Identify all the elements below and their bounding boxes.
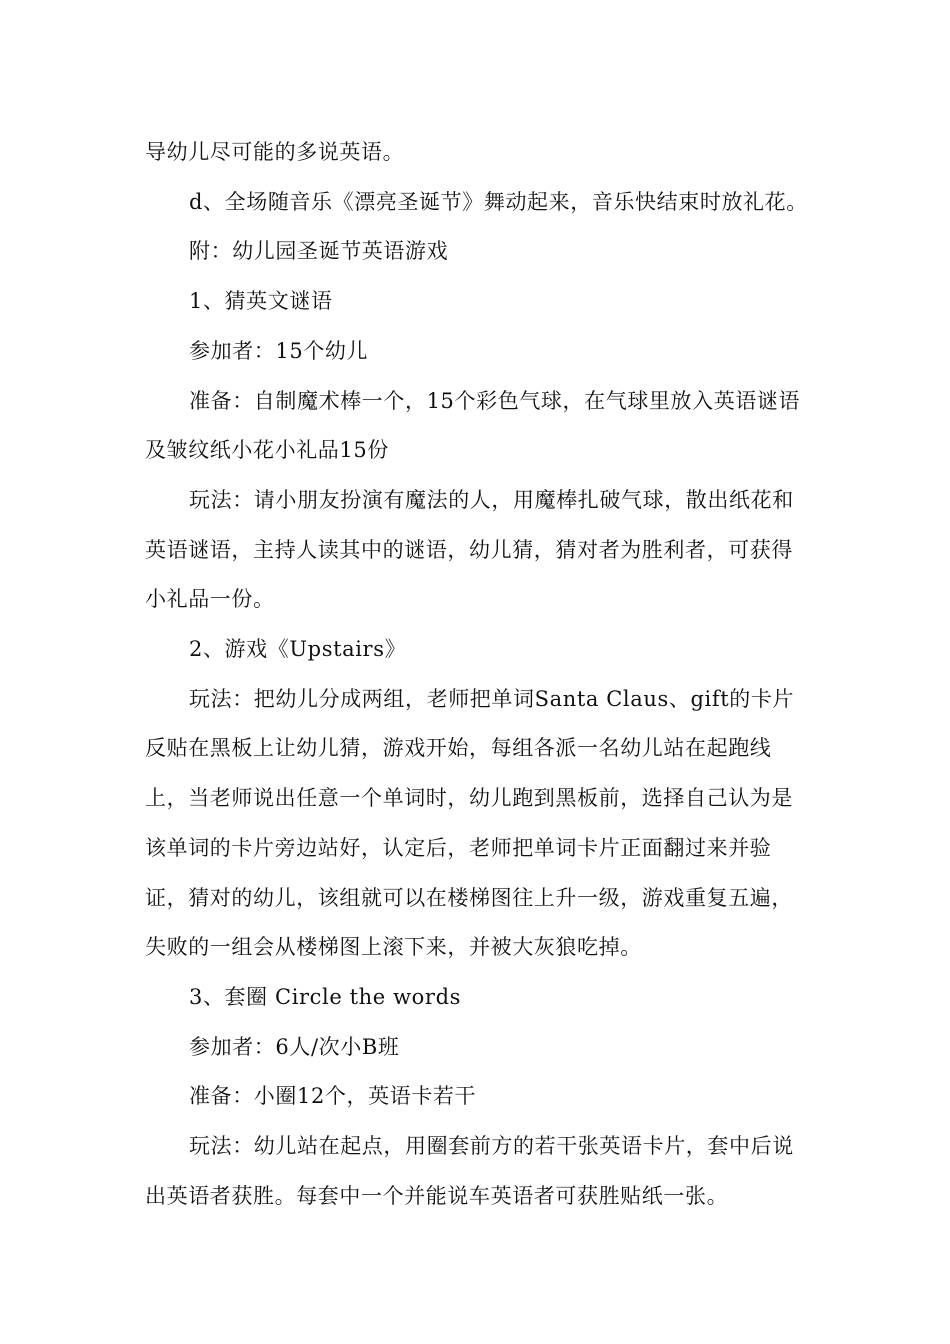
paragraph: 准备：小圈12个，英语卡若干	[189, 1084, 477, 1109]
section-heading: 3、套圈 Circle the words	[189, 984, 461, 1009]
paragraph: d、全场随音乐《漂亮圣诞节》舞动起来，音乐快结束时放礼花。	[189, 189, 808, 214]
paragraph: 玩法：把幼儿分成两组，老师把单词Santa Claus、gift的卡片反贴在黑板上让幼儿猜，游戏开始，每组各派一名幼儿站在起跑线上，当老师说出任意一个单词时，幼儿跑到黑板前，选择自己认为是该单词的卡片旁边站好，认定后，老师把单词卡片正面翻过来并验证，猜对的幼儿，该组就可以在楼梯图往上升一级，游戏重复五遍，失败的一组会从楼梯图上滚下来，并被大灰狼吃掉。	[145, 686, 795, 960]
section-heading: 2、游戏《Upstairs》	[189, 637, 407, 662]
paragraph: 参加者：15个幼儿	[189, 338, 369, 363]
paragraph: 准备：自制魔术棒一个，15个彩色气球，在气球里放入英语谜语及皱纹纸小花小礼品15份	[145, 388, 801, 463]
document-body	[145, 128, 810, 1221]
section-heading: 1、猜英文谜语	[189, 289, 333, 314]
paragraph: 导幼儿尽可能的多说英语。	[145, 140, 405, 164]
paragraph: 附：幼儿园圣诞节英语游戏	[189, 239, 449, 264]
paragraph: 参加者：6人/次小B班	[189, 1034, 400, 1059]
paragraph: 玩法：幼儿站在起点，用圈套前方的若干张英语卡片，套中后说出英语者获胜。每套中一个并能说车英语者可获胜贴纸一张。	[145, 1134, 794, 1208]
paragraph: 玩法：请小朋友扮演有魔法的人，用魔棒扎破气球，散出纸花和英语谜语，主持人读其中的谜语，幼儿猜，猜对者为胜利者，可获得小礼品一份。	[145, 487, 794, 612]
